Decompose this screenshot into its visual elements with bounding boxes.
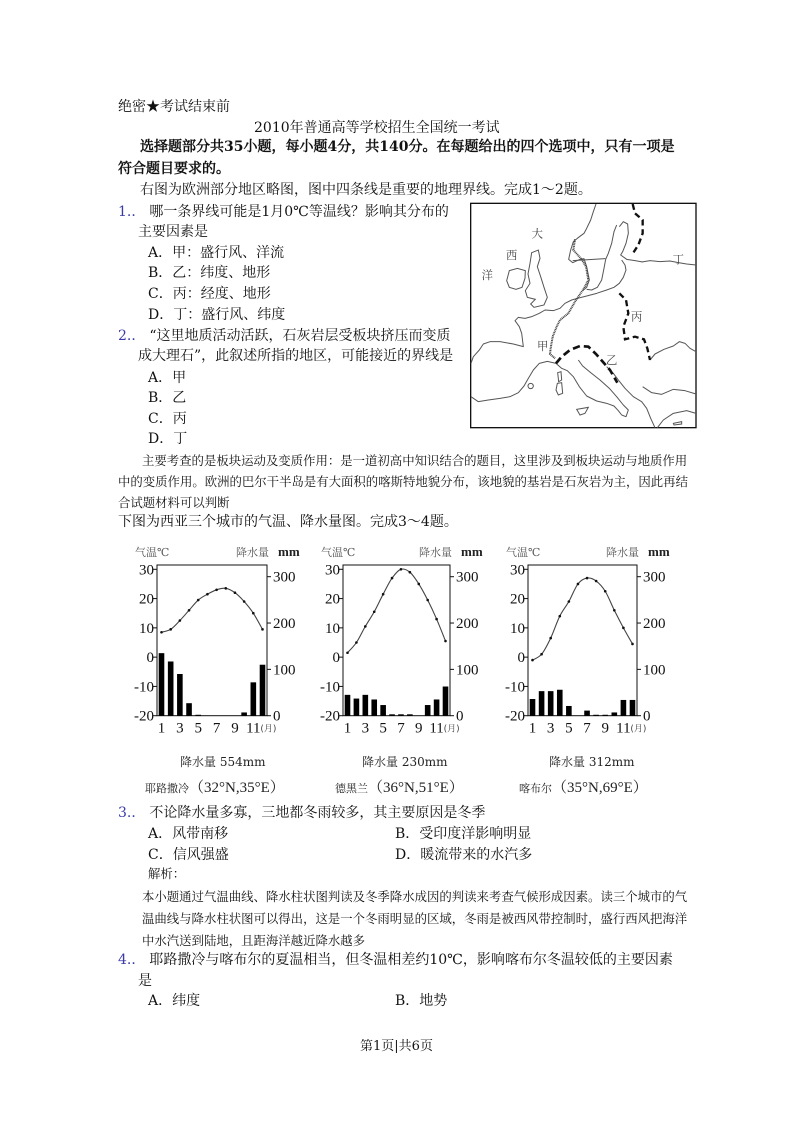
precipitation-bar bbox=[443, 687, 449, 716]
precipitation-bar bbox=[363, 695, 369, 716]
temperature-point bbox=[435, 618, 438, 621]
precipitation-bar bbox=[186, 703, 192, 716]
temperature-tick-label: -20 bbox=[134, 708, 154, 725]
temperature-point bbox=[169, 628, 172, 631]
map-label-xi: 西 bbox=[505, 248, 518, 262]
q3-option-d[interactable]: D．暖流带来的水汽多 bbox=[395, 847, 533, 863]
temperature-point bbox=[531, 659, 534, 662]
chart-1-location bbox=[145, 777, 285, 799]
precipitation-tick-label: 300 bbox=[643, 569, 666, 586]
map-label-ding: 丁 bbox=[672, 252, 685, 267]
city-coords: （32°N,35°E） bbox=[189, 780, 285, 796]
month-tick-label: 7 bbox=[583, 720, 591, 737]
temperature-point bbox=[586, 577, 589, 580]
precipitation-bar bbox=[434, 699, 440, 715]
precipitation-tick-label: 100 bbox=[643, 662, 666, 679]
precipitation-tick-label: 0 bbox=[456, 708, 464, 725]
explanation-line-3: 合试题材料可以判断 bbox=[118, 495, 230, 510]
precipitation-bar bbox=[195, 715, 201, 716]
q1-option-d[interactable]: D．丁：盛行风、纬度 bbox=[148, 307, 286, 323]
precipitation-axis-unit: mm bbox=[648, 544, 670, 559]
month-tick-label: 11 bbox=[429, 720, 444, 737]
temperature-point bbox=[400, 568, 403, 571]
question-text: 哪一条界线可能是1月0℃等温线？影响其分布的 bbox=[149, 204, 449, 220]
question-4-stem-line-1 bbox=[118, 950, 673, 970]
precipitation-axis-unit: mm bbox=[461, 544, 483, 559]
climate-chart-kabul bbox=[505, 544, 670, 737]
temperature-point bbox=[426, 599, 429, 602]
temperature-point bbox=[261, 628, 264, 631]
map-label-da: 大 bbox=[531, 226, 544, 241]
precipitation-tick-label: 300 bbox=[273, 569, 296, 586]
question-text: “这里地质活动活跃，石灰岩层受板块挤压而变质 bbox=[149, 328, 451, 344]
month-tick-label: 5 bbox=[194, 720, 202, 737]
q2-option-b[interactable]: B．乙 bbox=[148, 390, 187, 406]
precipitation-bar bbox=[425, 705, 431, 716]
month-tick-label: 9 bbox=[231, 720, 239, 737]
precipitation-bar bbox=[407, 714, 413, 715]
precipitation-bar bbox=[584, 711, 590, 716]
precipitation-bar bbox=[593, 715, 599, 716]
map-label-jia: 甲 bbox=[536, 339, 549, 353]
chart-3-location bbox=[519, 777, 648, 799]
temperature-tick-label: 20 bbox=[510, 591, 525, 608]
q3-option-a[interactable]: A．风带南移 bbox=[148, 826, 229, 842]
month-tick-label: 1 bbox=[343, 720, 352, 737]
precipitation-bar bbox=[612, 712, 618, 715]
climate-chart-jerusalem bbox=[134, 544, 300, 737]
month-unit-label: (月) bbox=[443, 724, 460, 735]
temperature-tick-label: 20 bbox=[325, 591, 340, 608]
temperature-line bbox=[348, 569, 446, 653]
instructions-line-1: 选择题部分共35小题，每小题4分，共140分。在每题给出的四个选项中，只有一项是 bbox=[140, 139, 675, 155]
section1-intro: 右图为欧洲部分地区略图，图中四条线是重要的地理界线。完成1～2题。 bbox=[140, 182, 592, 198]
q2-option-d[interactable]: D．丁 bbox=[148, 431, 188, 447]
plot-frame bbox=[343, 565, 450, 716]
precipitation-tick-label: 100 bbox=[456, 662, 479, 679]
precipitation-tick-label: 200 bbox=[643, 616, 666, 633]
precipitation-tick-label: 200 bbox=[273, 616, 296, 633]
temperature-line bbox=[533, 578, 633, 660]
temperature-tick-label: 30 bbox=[510, 562, 525, 579]
precipitation-axis-label: 降水量 bbox=[419, 546, 452, 559]
month-tick-label: 11 bbox=[246, 720, 261, 737]
europe-boundary-map bbox=[460, 200, 700, 430]
precipitation-bar bbox=[260, 665, 266, 716]
temperature-point bbox=[577, 583, 580, 586]
precipitation-axis-label: 降水量 bbox=[606, 546, 639, 559]
question-2-stem-line-2: 成大理石”，此叙述所指的地区，可能接近的界线是 bbox=[138, 348, 454, 364]
question-1-stem-line-2: 主要因素是 bbox=[138, 224, 208, 240]
analysis-line-3: 中水汽送到陆地，且距海洋越近降水越多 bbox=[142, 933, 366, 948]
analysis-line-1: 本小题通过气温曲线、降水柱状图判读及冬季降水成因的判读来考查气候形成因素。读三个城市的气 bbox=[142, 889, 688, 904]
month-unit-label: (月) bbox=[630, 724, 647, 735]
month-tick-label: 1 bbox=[528, 720, 537, 737]
question-number: 1.． bbox=[118, 204, 146, 220]
temperature-point bbox=[631, 643, 634, 646]
question-text: 耶路撒冷与喀布尔的夏温相当，但冬温相差约10℃，影响喀布尔冬温较低的主要因素 bbox=[149, 952, 673, 968]
temperature-point bbox=[622, 627, 625, 630]
map-label-yi: 乙 bbox=[605, 353, 618, 367]
city-name: 耶路撒冷 bbox=[145, 782, 189, 795]
question-2-stem-line-1 bbox=[118, 326, 451, 346]
explanation-line-1: 主要考查的是板块运动及变质作用：是一道初高中知识结合的题目，这里涉及到板块运动与地质作用 bbox=[142, 453, 688, 468]
temperature-point bbox=[382, 593, 385, 596]
map-label-yang: 洋 bbox=[481, 268, 494, 282]
temperature-point bbox=[224, 587, 227, 590]
temperature-point bbox=[243, 600, 246, 603]
exam-title: 2010年普通高等学校招生全国统一考试 bbox=[254, 120, 500, 136]
temperature-tick-label: 10 bbox=[510, 620, 525, 637]
temperature-point bbox=[355, 641, 358, 644]
month-tick-label: 7 bbox=[397, 720, 405, 737]
chart-3-precip-total: 降水量 312mm bbox=[549, 755, 635, 769]
month-tick-label: 9 bbox=[601, 720, 609, 737]
precipitation-bar bbox=[371, 699, 377, 715]
temperature-tick-label: 0 bbox=[332, 650, 340, 667]
question-4-stem-line-2: 是 bbox=[138, 973, 152, 989]
temperature-point bbox=[179, 619, 182, 622]
climate-charts bbox=[100, 540, 700, 740]
question-number: 3.． bbox=[118, 805, 146, 821]
q1-option-b[interactable]: B．乙：纬度、地形 bbox=[148, 265, 271, 281]
month-tick-label: 1 bbox=[157, 720, 166, 737]
explanation-line-2: 中的变质作用。欧洲的巴尔干半岛是有大面积的喀斯特地貌分布，该地貌的基岩是石灰岩为主，因此再结 bbox=[118, 474, 688, 489]
city-coords: （35°N,69°E） bbox=[552, 780, 648, 796]
q2-option-c[interactable]: C．丙 bbox=[148, 411, 187, 427]
temperature-tick-label: -10 bbox=[320, 679, 340, 696]
month-tick-label: 9 bbox=[415, 720, 423, 737]
q1-option-a[interactable]: A．甲：盛行风、洋流 bbox=[148, 245, 285, 261]
precipitation-tick-label: 200 bbox=[456, 616, 479, 633]
precipitation-axis-label: 降水量 bbox=[236, 546, 269, 559]
month-tick-label: 3 bbox=[361, 720, 370, 737]
temperature-point bbox=[234, 591, 237, 594]
precipitation-bar bbox=[159, 653, 165, 716]
map-label-bing: 丙 bbox=[630, 309, 643, 324]
temperature-tick-label: 10 bbox=[325, 620, 340, 637]
month-tick-label: 3 bbox=[546, 720, 555, 737]
precipitation-bar bbox=[168, 661, 174, 715]
month-tick-label: 7 bbox=[212, 720, 221, 737]
precipitation-axis-unit: mm bbox=[278, 544, 300, 559]
precipitation-bar bbox=[354, 699, 360, 716]
temperature-point bbox=[197, 599, 200, 602]
temperature-point bbox=[346, 651, 349, 654]
plot-frame bbox=[157, 565, 267, 716]
q1-option-c[interactable]: C．丙：经度、地形 bbox=[148, 286, 271, 302]
temperature-tick-label: 10 bbox=[139, 620, 154, 637]
city-coords: （36°N,51°E） bbox=[368, 780, 464, 796]
question-3-stem bbox=[118, 803, 485, 823]
month-tick-label: 11 bbox=[616, 720, 631, 737]
precipitation-bar bbox=[389, 714, 395, 715]
temperature-point bbox=[391, 577, 394, 580]
temperature-tick-label: -10 bbox=[134, 679, 154, 696]
precipitation-bar bbox=[345, 695, 351, 716]
month-tick-label: 5 bbox=[379, 720, 387, 737]
city-name: 喀布尔 bbox=[519, 782, 552, 795]
confidential-label: 绝密★考试结束前 bbox=[118, 99, 230, 115]
temperature-tick-label: -10 bbox=[505, 679, 525, 696]
precipitation-bar bbox=[621, 700, 627, 716]
precipitation-bar bbox=[557, 690, 563, 716]
temperature-point bbox=[604, 590, 607, 593]
chart-1-precip-total: 降水量 554mm bbox=[180, 755, 266, 769]
temperature-point bbox=[364, 625, 367, 628]
precipitation-bar bbox=[548, 691, 554, 716]
temperature-axis-label: 气温℃ bbox=[135, 546, 170, 559]
temperature-tick-label: 30 bbox=[139, 562, 154, 579]
page-footer: 第1页|共6页 bbox=[360, 1039, 433, 1054]
question-number: 2.． bbox=[118, 328, 146, 344]
temperature-line bbox=[162, 588, 263, 632]
temperature-tick-label: -20 bbox=[320, 708, 340, 725]
precipitation-bar bbox=[602, 715, 608, 716]
city-name: 德黑兰 bbox=[335, 782, 368, 795]
temperature-tick-label: 30 bbox=[325, 562, 340, 579]
temperature-point bbox=[160, 631, 163, 634]
temperature-tick-label: 0 bbox=[517, 650, 525, 667]
month-tick-label: 5 bbox=[565, 720, 573, 737]
precipitation-bar bbox=[398, 714, 404, 715]
temperature-point bbox=[252, 612, 255, 615]
section2-intro: 下图为西亚三个城市的气温、降水量图。完成3～4题。 bbox=[118, 514, 458, 530]
precipitation-tick-label: 0 bbox=[273, 708, 281, 725]
temperature-point bbox=[215, 588, 218, 591]
precipitation-bar bbox=[251, 682, 257, 715]
instructions-line-2: 符合题目要求的。 bbox=[118, 161, 230, 177]
temperature-point bbox=[188, 609, 191, 612]
temperature-axis-label: 气温℃ bbox=[506, 546, 541, 559]
question-text: 不论降水量多寡，三地都冬雨较多，其主要原因是冬季 bbox=[149, 805, 486, 821]
precipitation-bar bbox=[177, 674, 183, 716]
temperature-point bbox=[568, 600, 571, 603]
climate-chart-tehran bbox=[320, 544, 483, 737]
precipitation-bar bbox=[539, 691, 545, 716]
precipitation-tick-label: 0 bbox=[643, 708, 651, 725]
precipitation-bar bbox=[380, 705, 386, 716]
precipitation-bar bbox=[630, 700, 636, 716]
chart-2-location bbox=[335, 777, 464, 799]
precipitation-bar bbox=[241, 712, 247, 715]
temperature-axis-label: 气温℃ bbox=[321, 546, 356, 559]
q3-option-c[interactable]: C．信风强盛 bbox=[148, 847, 229, 863]
precipitation-bar bbox=[530, 699, 536, 716]
q3-option-b[interactable]: B．受印度洋影响明显 bbox=[395, 826, 532, 842]
q4-option-b[interactable]: B．地势 bbox=[395, 993, 448, 1009]
question-number: 4.． bbox=[118, 952, 146, 968]
q4-option-a[interactable]: A．纬度 bbox=[148, 993, 201, 1009]
chart-2-precip-total: 降水量 230mm bbox=[362, 755, 448, 769]
month-tick-label: 3 bbox=[176, 720, 184, 737]
question-1-stem-line-1 bbox=[118, 202, 449, 222]
temperature-point bbox=[409, 571, 412, 574]
temperature-point bbox=[444, 640, 447, 643]
precipitation-tick-label: 300 bbox=[456, 569, 479, 586]
temperature-point bbox=[549, 637, 552, 640]
temperature-tick-label: 0 bbox=[146, 650, 154, 667]
temperature-tick-label: -20 bbox=[505, 708, 525, 725]
temperature-point bbox=[595, 580, 598, 583]
temperature-point bbox=[558, 615, 561, 618]
temperature-point bbox=[206, 593, 209, 596]
temperature-point bbox=[540, 653, 543, 656]
analysis-line-2: 温曲线与降水柱状图可以得出，这是一个冬雨明显的区域，冬雨是被西风带控制时，盛行西风把海洋 bbox=[142, 911, 688, 926]
temperature-tick-label: 20 bbox=[139, 591, 154, 608]
temperature-point bbox=[373, 610, 376, 613]
analysis-label: 解析： bbox=[148, 866, 186, 881]
q2-option-a[interactable]: A．甲 bbox=[148, 370, 187, 386]
month-unit-label: (月) bbox=[260, 724, 277, 735]
precipitation-tick-label: 100 bbox=[273, 662, 296, 679]
temperature-point bbox=[613, 609, 616, 612]
precipitation-bar bbox=[566, 706, 572, 716]
temperature-point bbox=[417, 583, 420, 586]
